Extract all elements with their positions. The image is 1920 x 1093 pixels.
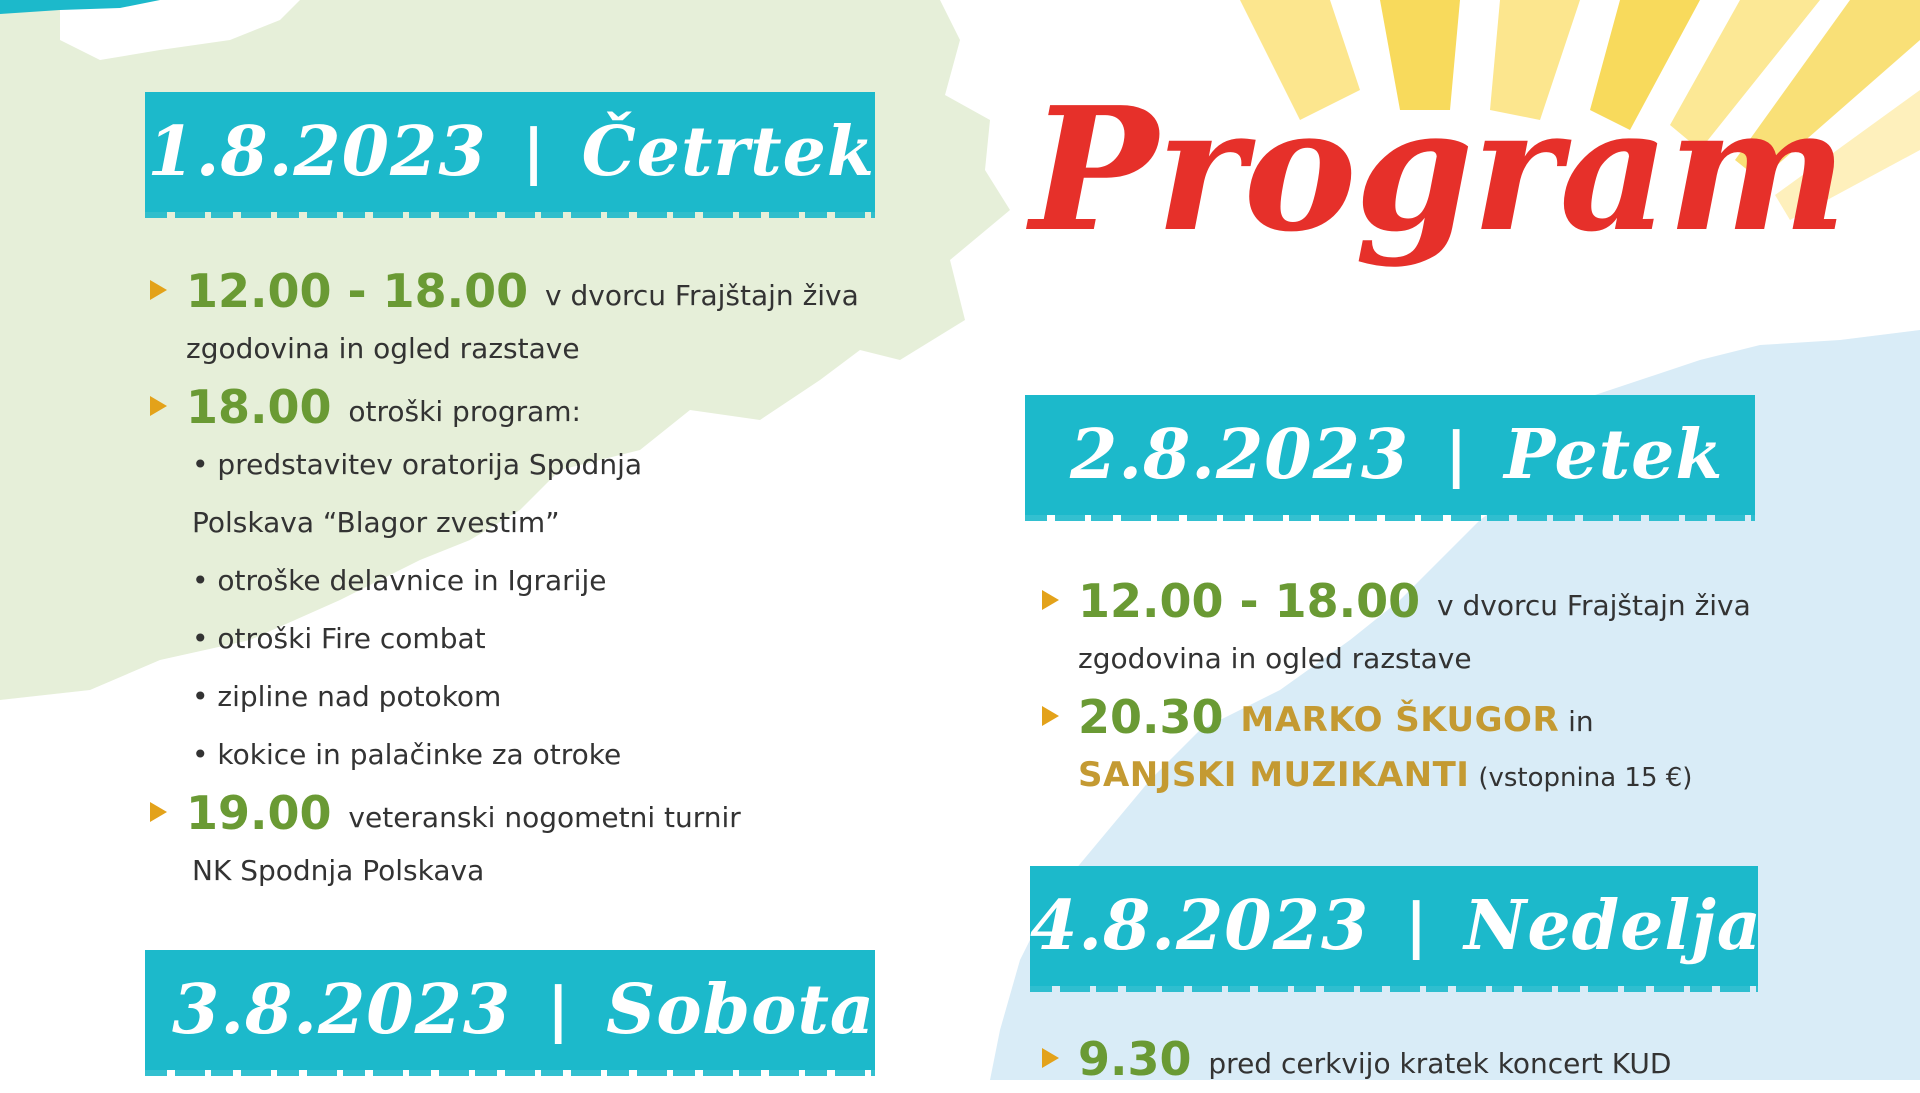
banner-separator: |	[1445, 420, 1469, 490]
day-4-schedule	[1042, 1030, 1671, 1088]
item-time: 20.30	[1078, 690, 1224, 744]
banner-day: Petek	[1504, 415, 1724, 495]
day-2-schedule	[1042, 572, 1751, 804]
schedule-item	[150, 378, 859, 436]
item-text: v dvorcu Frajštajn živa	[1437, 589, 1751, 622]
schedule-item	[150, 784, 859, 842]
item-text: veteranski nogometni turnir	[348, 801, 741, 834]
schedule-item	[1042, 1030, 1671, 1088]
bullet-triangle-icon	[150, 396, 167, 416]
banner-separator: |	[547, 975, 571, 1045]
day-banner-2	[1025, 395, 1755, 515]
banner-separator: |	[1405, 891, 1429, 961]
schedule-item	[1042, 688, 1751, 746]
item-time: 9.30	[1078, 1032, 1192, 1086]
item-continuation: zgodovina in ogled razstave	[1078, 642, 1472, 675]
bullet-triangle-icon	[150, 802, 167, 822]
sub-item: Polskava “Blagor zvestim”	[192, 506, 560, 539]
schedule-item	[150, 262, 859, 320]
sub-item: • kokice in palačinke za otroke	[192, 738, 622, 771]
item-text: otroški program:	[348, 395, 581, 428]
schedule-item	[1042, 572, 1751, 630]
sub-item: • otroške delavnice in Igrarije	[192, 564, 607, 597]
banner-date: 2.8.2023	[1070, 415, 1410, 495]
item-time: 12.00 - 18.00	[186, 264, 529, 318]
item-text: in	[1568, 705, 1594, 738]
banner-date: 3.8.2023	[172, 970, 512, 1050]
item-continuation: NK Spodnja Polskava	[192, 854, 485, 887]
item-continuation: zgodovina in ogled razstave	[186, 332, 580, 365]
banner-date: 1.8.2023	[147, 112, 487, 192]
bullet-triangle-icon	[150, 280, 167, 300]
item-text: pred cerkvijo kratek koncert KUD	[1208, 1047, 1672, 1080]
item-time: 18.00	[186, 380, 332, 434]
page-title: Program	[1030, 70, 1846, 270]
banner-date: 4.8.2023	[1030, 886, 1370, 966]
day-banner-1	[145, 92, 875, 212]
day-banner-4	[1030, 866, 1762, 986]
sub-item: • predstavitev oratorija Spodnja	[192, 448, 643, 481]
bullet-triangle-icon	[1042, 706, 1059, 726]
bullet-triangle-icon	[1042, 1048, 1059, 1068]
day-banner-3	[145, 950, 875, 1070]
sub-item: • zipline nad potokom	[192, 680, 502, 713]
bullet-triangle-icon	[1042, 590, 1059, 610]
banner-day: Sobota	[606, 970, 875, 1050]
ticket-note: (vstopnina 15 €)	[1478, 763, 1693, 793]
item-time: 12.00 - 18.00	[1078, 574, 1421, 628]
item-continuation	[1042, 746, 1751, 804]
item-time: 19.00	[186, 786, 332, 840]
performer-name: SANJSKI MUZIKANTI	[1078, 755, 1470, 795]
banner-separator: |	[522, 117, 546, 187]
sub-item: • otroški Fire combat	[192, 622, 486, 655]
day-1-schedule	[150, 262, 859, 900]
banner-day: Četrtek	[581, 112, 875, 192]
banner-day: Nedelja	[1464, 886, 1762, 966]
item-text: v dvorcu Frajštajn živa	[545, 279, 859, 312]
performer-name: MARKO ŠKUGOR	[1240, 700, 1560, 740]
